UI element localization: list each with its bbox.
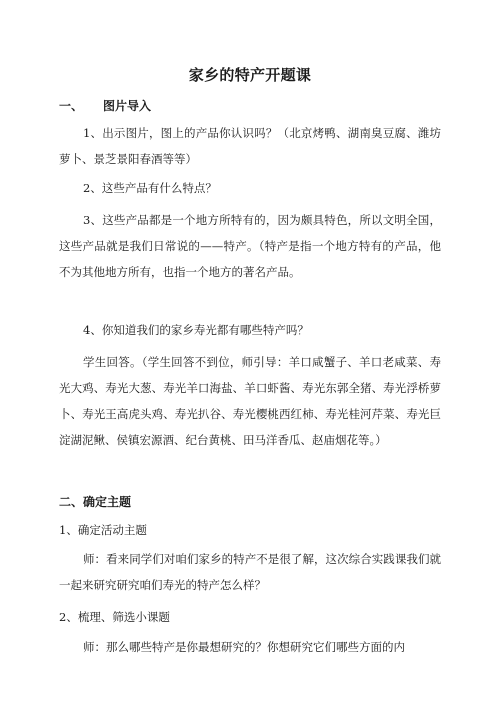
section-number: 一、 (59, 99, 84, 113)
paragraph: 3、这些产品都是一个地方所特有的，因为颇具特色，所以文明全国，这些产品就是我们日常说的——特产。（特产是指一个地方特有的产品，他不为其他地方所有，也指一个地方的著名产品。 (59, 213, 441, 279)
section-heading-text: 图片导入 (103, 99, 152, 113)
document-title: 家乡的特产开题课 (188, 66, 312, 84)
paragraph: 师：那么哪些特产是你最想研究的？你想研究它们哪些方面的内 (83, 640, 405, 654)
paragraph: 4、你知道我们的家乡寿光都有哪些特产吗？ (83, 323, 309, 337)
subheading: 2、梳理、筛选小课题 (59, 610, 170, 624)
paragraph: 1、出示图片，图上的产品你认识吗？（北京烤鸭、湖南臭豆腐、潍坊萝卜、景芝景阳春酒等等） (59, 126, 441, 166)
section-heading-1 (59, 97, 151, 114)
paragraph: 2、这些产品有什么特点？ (83, 181, 217, 195)
paragraph: 学生回答。（学生回答不到位，师引导：羊口咸蟹子、羊口老咸菜、寿光大鸡、寿光大葱、寿光羊口海盐、羊口虾酱、寿光东郭全猪、寿光浮桥萝卜、寿光王高虎头鸡、寿光扒谷、寿光樱桃西红柿、寿光桂河芹菜、寿光巨淀湖泥鳅、侯镇宏源酒、纪台黄桃、田马洋香瓜、赵庙烟花等。） (59, 355, 441, 447)
subheading: 1、确定活动主题 (59, 523, 147, 537)
paragraph: 师：看来同学们对咱们家乡的特产不是很了解，这次综合实践课我们就一起来研究研究咱们寿光的特产怎么样？ (59, 552, 441, 592)
section-heading-2: 二、确定主题 (59, 495, 132, 509)
